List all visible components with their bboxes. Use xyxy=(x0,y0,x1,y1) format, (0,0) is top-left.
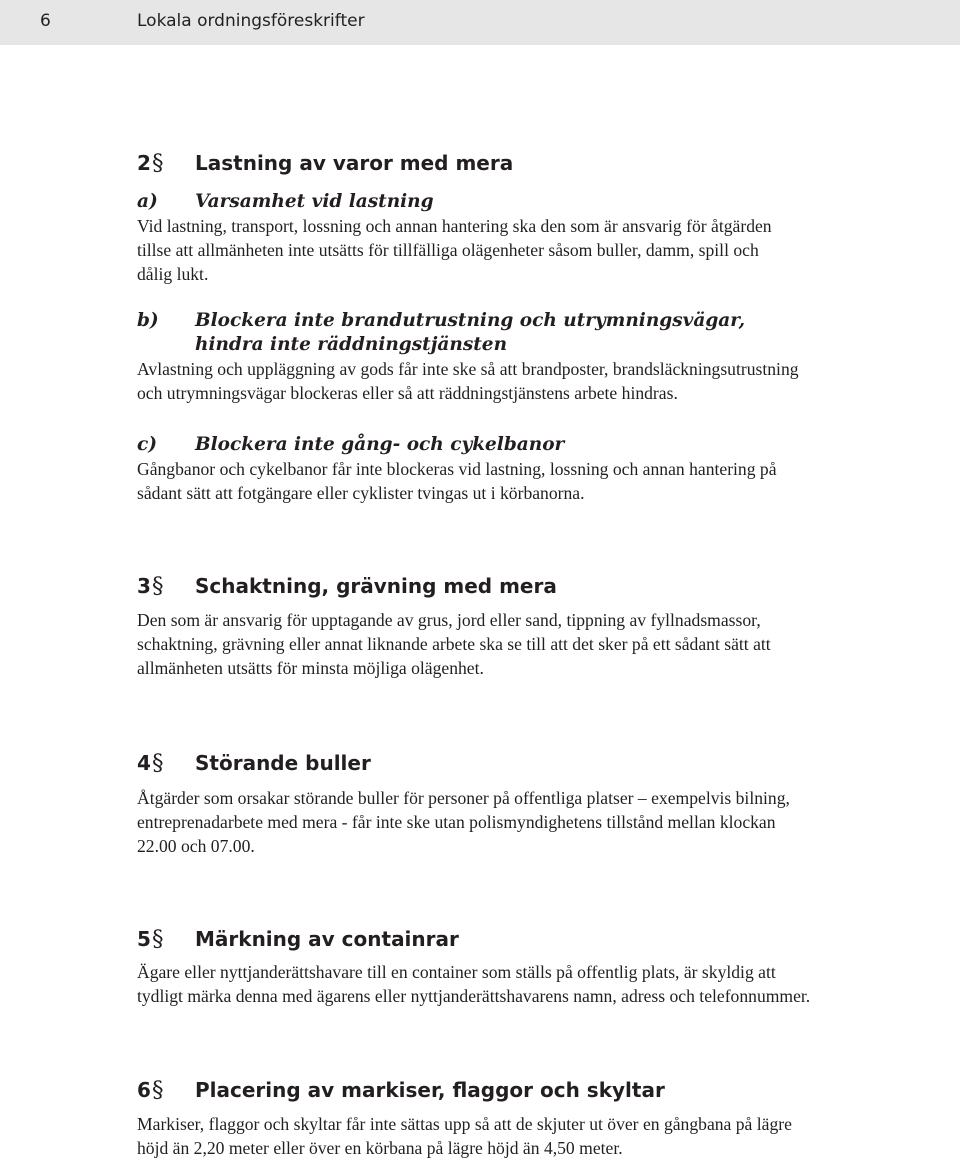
section-number: 6 xyxy=(137,1078,151,1102)
section-title: Lastning av varor med mera xyxy=(195,151,514,175)
section-title: Störande buller xyxy=(195,751,371,775)
section-6-body xyxy=(137,1112,927,1160)
page-header xyxy=(0,0,960,45)
paragraph-line: Vid lastning, transport, lossning och annan hantering ska den som är ansvarig för åtgärden xyxy=(137,216,772,236)
section-number: 4 xyxy=(137,751,151,775)
section-5 xyxy=(137,927,927,952)
section-heading xyxy=(137,751,927,776)
subsection-title-line: Blockera inte brandutrustning och utrymningsvägar, xyxy=(195,310,746,331)
section-sign: § xyxy=(151,927,164,952)
subsection-2b xyxy=(137,309,927,405)
section-heading xyxy=(137,927,927,952)
section-heading xyxy=(137,574,927,599)
paragraph-line: 22.00 och 07.00. xyxy=(137,836,255,856)
paragraph-line: tillse att allmänheten inte utsätts för tillfälliga olägenheter såsom buller, damm, spill och xyxy=(137,240,759,260)
section-sign: § xyxy=(151,151,164,176)
section-number: 3 xyxy=(137,574,151,598)
subsection-2c xyxy=(137,433,927,505)
subsection-heading xyxy=(137,309,927,357)
section-heading xyxy=(137,1078,927,1103)
section-title: Placering av markiser, flaggor och skyltar xyxy=(195,1078,665,1102)
section-4-body xyxy=(137,786,927,858)
paragraph-line: Markiser, flaggor och skyltar får inte sättas upp så att de skjuter ut över en gångbana på lägre xyxy=(137,1114,792,1134)
subsection-title-line: hindra inte räddningstjänsten xyxy=(195,334,508,355)
section-sign: § xyxy=(151,574,164,599)
paragraph-line: sådant sätt att fotgängare eller cyklister tvingas ut i körbanorna. xyxy=(137,483,585,503)
section-6 xyxy=(137,1078,927,1103)
paragraph-line: Gångbanor och cykelbanor får inte blockeras vid lastning, lossning och annan hantering på xyxy=(137,459,777,479)
paragraph xyxy=(137,608,927,680)
section-4 xyxy=(137,751,927,776)
subsection-heading xyxy=(137,433,927,457)
section-sign: § xyxy=(151,751,164,776)
paragraph-line: och utrymningsvägar blockeras eller så att räddningstjänstens arbete hindras. xyxy=(137,383,678,403)
paragraph xyxy=(137,786,927,858)
section-3-body xyxy=(137,608,927,680)
paragraph-line: entreprenadarbete med mera - får inte ske utan polismyndighetens tillstånd mellan klockan xyxy=(137,812,776,832)
paragraph-line: Ägare eller nyttjanderättshavare till en container som ställs på offentlig plats, är skyldig att xyxy=(137,962,776,982)
section-5-body xyxy=(137,960,927,1008)
subsection-2a xyxy=(137,190,927,286)
running-title: Lokala ordningsföreskrifter xyxy=(137,11,365,31)
subsection-letter: c) xyxy=(137,434,158,455)
subsection-title: Blockera inte gång- och cykelbanor xyxy=(195,434,565,455)
section-2 xyxy=(137,151,927,176)
section-3 xyxy=(137,574,927,599)
paragraph-line: Avlastning och uppläggning av gods får inte ske så att brandposter, brandsläckningsutrustning xyxy=(137,359,799,379)
section-number: 5 xyxy=(137,927,151,951)
subsection-letter: b) xyxy=(137,310,159,331)
paragraph xyxy=(137,960,927,1008)
section-heading xyxy=(137,151,927,176)
section-title: Schaktning, grävning med mera xyxy=(195,574,557,598)
section-number: 2 xyxy=(137,151,151,175)
paragraph xyxy=(137,1112,927,1160)
paragraph-line: allmänheten utsätts för minsta möjliga olägenhet. xyxy=(137,658,484,678)
subsection-heading xyxy=(137,190,927,214)
paragraph-line: schaktning, grävning eller annat liknande arbete ska se till att det sker på ett sådant sätt att xyxy=(137,634,771,654)
paragraph-line: dålig lukt. xyxy=(137,264,209,284)
paragraph-line: tydligt märka denna med ägarens eller nyttjanderättshavarens namn, adress och telefonnummer. xyxy=(137,986,811,1006)
subsection-title: Varsamhet vid lastning xyxy=(195,191,434,212)
paragraph-line: Den som är ansvarig för upptagande av grus, jord eller sand, tippning av fyllnadsmassor, xyxy=(137,610,761,630)
paragraph-line: Åtgärder som orsakar störande buller för personer på offentliga platser – exempelvis bilning, xyxy=(137,788,790,808)
section-title: Märkning av containrar xyxy=(195,927,459,951)
section-sign: § xyxy=(151,1078,164,1103)
paragraph xyxy=(137,457,927,505)
paragraph xyxy=(137,214,927,286)
paragraph-line: höjd än 2,20 meter eller över en körbana på lägre höjd än 4,50 meter. xyxy=(137,1138,623,1158)
page-number: 6 xyxy=(40,11,51,31)
paragraph xyxy=(137,357,927,405)
subsection-letter: a) xyxy=(137,191,158,212)
